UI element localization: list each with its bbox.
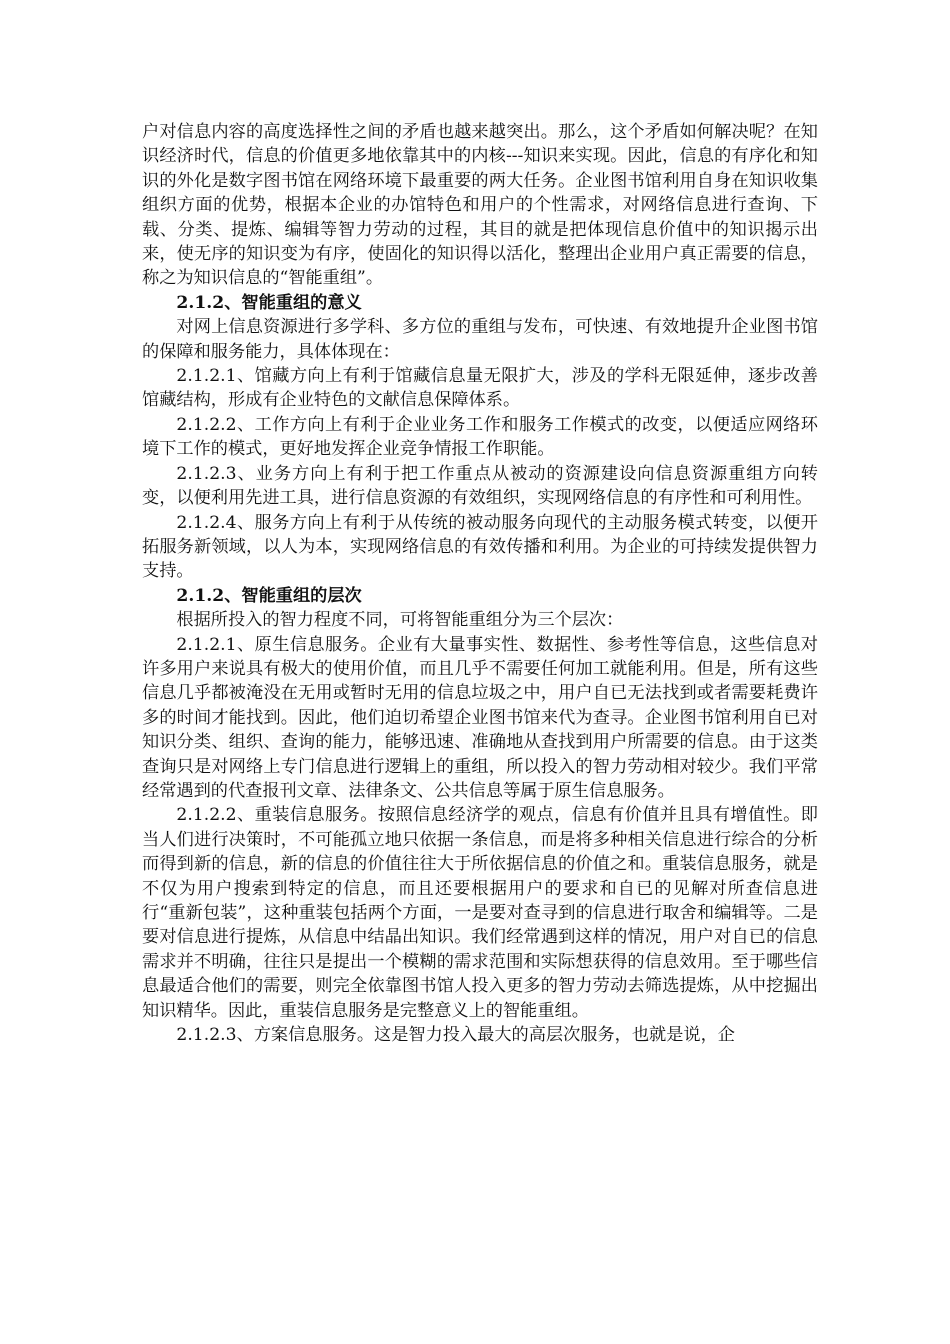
paragraph-item-2-1-2-2-work: 2.1.2.2、工作方向上有利于企业业务工作和服务工作模式的改变，以便适应网络环境下工作的模式，更好地发挥企业竞争情报工作职能。 — [142, 414, 818, 460]
paragraph-significance-intro: 对网上信息资源进行多学科、多方位的重组与发布，可快速、有效地提升企业图书馆的保障和服务能力，具体体现在： — [142, 317, 818, 362]
paragraph-item-2-1-2-1-collection: 2.1.2.1、馆藏方向上有利于馆藏信息量无限扩大，涉及的学科无限延伸，逐步改善馆藏结构，形成有企业特色的文献信息保障体系。 — [142, 366, 818, 411]
paragraph-level-original-info: 2.1.2.1、原生信息服务。企业有大量事实性、数据性、参考性等信息，这些信息对许多用户来说具有极大的使用价值，而且几乎不需要任何加工就能利用。但是，所有这些信息几乎都被淹没在无用或暂时无用的信息垃圾之中，用户自已无法找到或者需要耗费许多的时间才能找到。因此，他们迫切希望企业图书馆来代为查寻。企业图书馆利用自已对知识分类、组织、查询的能力，能够迅速、准确地从查找到用户所需要的信息。由于这类查询只是对网络上专门信息进行逻辑上的重组，所以投入的智力劳动相对较少。我们平常经常遇到的代查报刊文章、法律条文、公共信息等属于原生信息服务。 — [142, 634, 818, 801]
paragraph-levels-intro: 根据所投入的智力程度不同，可将智能重组分为三个层次： — [176, 610, 624, 631]
document-body — [142, 120, 818, 1047]
section-heading-levels: 2.1.2、智能重组的层次 — [176, 585, 362, 606]
paragraph-intro-continued: 户对信息内容的高度选择性之间的矛盾也越来越突出。那么，这个矛盾如何解决呢？在知识经济时代，信息的价值更多地依靠其中的内核---知识来实现。因此，信息的有序化和知识的外化是数字图书馆在网络环境下最重要的两大任务。企业图书馆利用自身在知识收集组织方面的优势，根据本企业的办馆特色和用户的个性需求，对网络信息进行查询、下载、分类、提炼、编辑等智力劳动的过程，其目的就是把体现信息价值中的知识揭示出来，使无序的知识变为有序，使固化的知识得以活化，整理出企业用户真正需要的信息，称之为知识信息的“智能重组”。 — [142, 122, 818, 289]
paragraph-level-solution-info: 2.1.2.3、方案信息服务。这是智力投入最大的高层次服务，也就是说，企 — [176, 1025, 735, 1046]
paragraph-level-repackaged-info: 2.1.2.2、重装信息服务。按照信息经济学的观点，信息有价值并且具有增值性。即当人们进行决策时，不可能孤立地只依据一条信息，而是将多种相关信息进行综合的分析而得到新的信息，新的信息的价值往往大于所依据信息的价值之和。重装信息服务，就是不仅为用户搜索到特定的信息，而且还要根据用户的要求和自已的见解对所查信息进行“重新包装”，这种重装包括两个方面，一是要对查寻到的信息进行取舍和编辑等。二是要对信息进行提炼，从信息中结晶出知识。我们经常遇到这样的情况，用户对自已的信息需求并不明确，往往只是提出一个模糊的需求范围和实际想获得的信息效用。至于哪些信息最适合他们的需要，则完全依靠图书馆人投入更多的智力劳动去筛选提炼，从中挖掘出知识精华。因此，重装信息服务是完整意义上的智能重组。 — [142, 805, 818, 1021]
section-heading-significance: 2.1.2、智能重组的意义 — [176, 292, 362, 313]
paragraph-item-2-1-2-3-business: 2.1.2.3、业务方向上有利于把工作重点从被动的资源建设向信息资源重组方向转变，以便利用先进工具，进行信息资源的有效组织，实现网络信息的有序性和可利用性。 — [142, 463, 818, 509]
paragraph-item-2-1-2-4-service: 2.1.2.4、服务方向上有利于从传统的被动服务向现代的主动服务模式转变，以便开拓服务新领域，以人为本，实现网络信息的有效传播和利用。为企业的可持续发提供智力支持。 — [142, 512, 818, 582]
